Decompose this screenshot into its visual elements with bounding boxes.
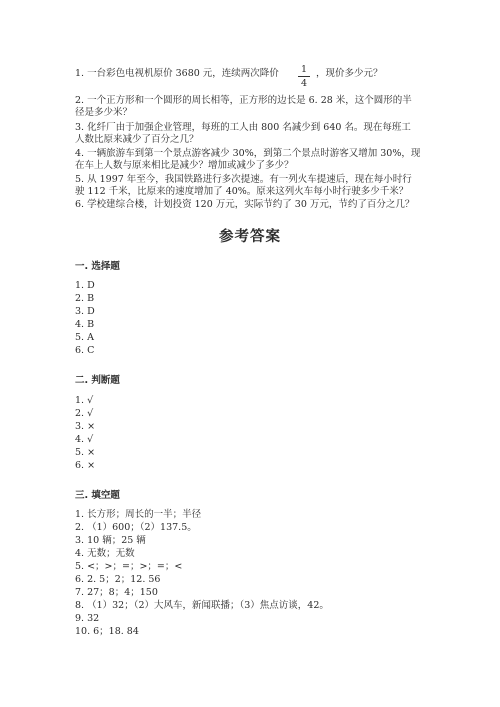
fill-answer: 4. 无数；无数: [75, 548, 135, 559]
fraction-denominator: 4: [300, 78, 308, 89]
fill-answer: 7. 27；8；4；150: [75, 587, 158, 598]
choice-answer: 1. D: [75, 280, 95, 291]
choice-answer: 5. A: [75, 332, 94, 343]
fill-answer: 5. <；>；=；>；=；<: [75, 561, 183, 572]
fraction-bar: [298, 76, 310, 77]
choice-answer: 4. B: [75, 319, 95, 330]
section-heading-judge: 二. 判断题: [75, 375, 120, 386]
fraction-one-quarter: [297, 64, 311, 89]
question-4-line-1: 4. 一辆旅游车到第一个景点游客减少 30%，到第二个景点时游客又增加 30%，现: [75, 148, 421, 159]
judge-answer: 4. √: [75, 434, 94, 445]
fraction-numerator: 1: [300, 64, 308, 75]
question-1: [75, 68, 279, 80]
section-heading-choice: 一. 选择题: [75, 261, 120, 272]
judge-answer: 2. √: [75, 408, 94, 419]
judge-answer: 5. ×: [75, 447, 96, 458]
answer-title: 参考答案: [219, 229, 281, 245]
question-6: 6. 学校建综合楼，计划投资 120 万元，实际节约了 30 万元，节约了百分之几？: [75, 199, 415, 210]
question-5-line-2: 驶 112 千米，比原来的速度增加了 40%。原来这列火车每小时行驶多少千米？: [75, 186, 409, 197]
judge-answer: 3. ×: [75, 421, 96, 432]
question-1-text-before: 1. 一台彩色电视机原价 3680 元，连续两次降价: [75, 68, 279, 79]
question-3-line-2: 人数比原来减少了百分之几？: [75, 134, 199, 145]
fill-answer: 2. （1）600；（2）137.5。: [75, 522, 197, 533]
question-2-line-2: 径是多少米？: [75, 107, 133, 118]
question-2-line-1: 2. 一个正方形和一个圆形的周长相等，正方形的边长是 6. 28 米，这个圆形的半: [75, 95, 412, 106]
fill-answer: 9. 32: [75, 613, 100, 624]
choice-answer: 2. B: [75, 293, 95, 304]
question-5-line-1: 5. 从 1997 年至今，我国铁路进行多次提速。有一列火车提速后，现在每小时行: [75, 174, 412, 185]
section-heading-fill: 三. 填空题: [75, 490, 120, 501]
judge-answer: 1. √: [75, 395, 94, 406]
choice-answer: 6. C: [75, 345, 95, 356]
question-1-text-after: ，现价多少元？: [316, 68, 383, 79]
fill-answer: 3. 10 辆；25 辆: [75, 535, 146, 546]
fill-answer: 10. 6；18. 84: [75, 626, 139, 637]
fill-answer: 6. 2. 5；2；12. 56: [75, 574, 161, 585]
question-4-line-2: 在车上人数与原来相比是减少？增加或减少了多少？: [75, 160, 294, 171]
question-3-line-1: 3. 化纤厂由于加强企业管理，每班的工人由 800 名减少到 640 名。现在每班工: [75, 122, 411, 133]
fill-answer: 1. 长方形；周长的一半；半径: [75, 509, 202, 520]
fill-answer: 8. （1）32；（2）大风车，新闻联播；（3）焦点访谈，42。: [75, 600, 329, 611]
choice-answer: 3. D: [75, 306, 95, 317]
judge-answer: 6. ×: [75, 460, 96, 471]
